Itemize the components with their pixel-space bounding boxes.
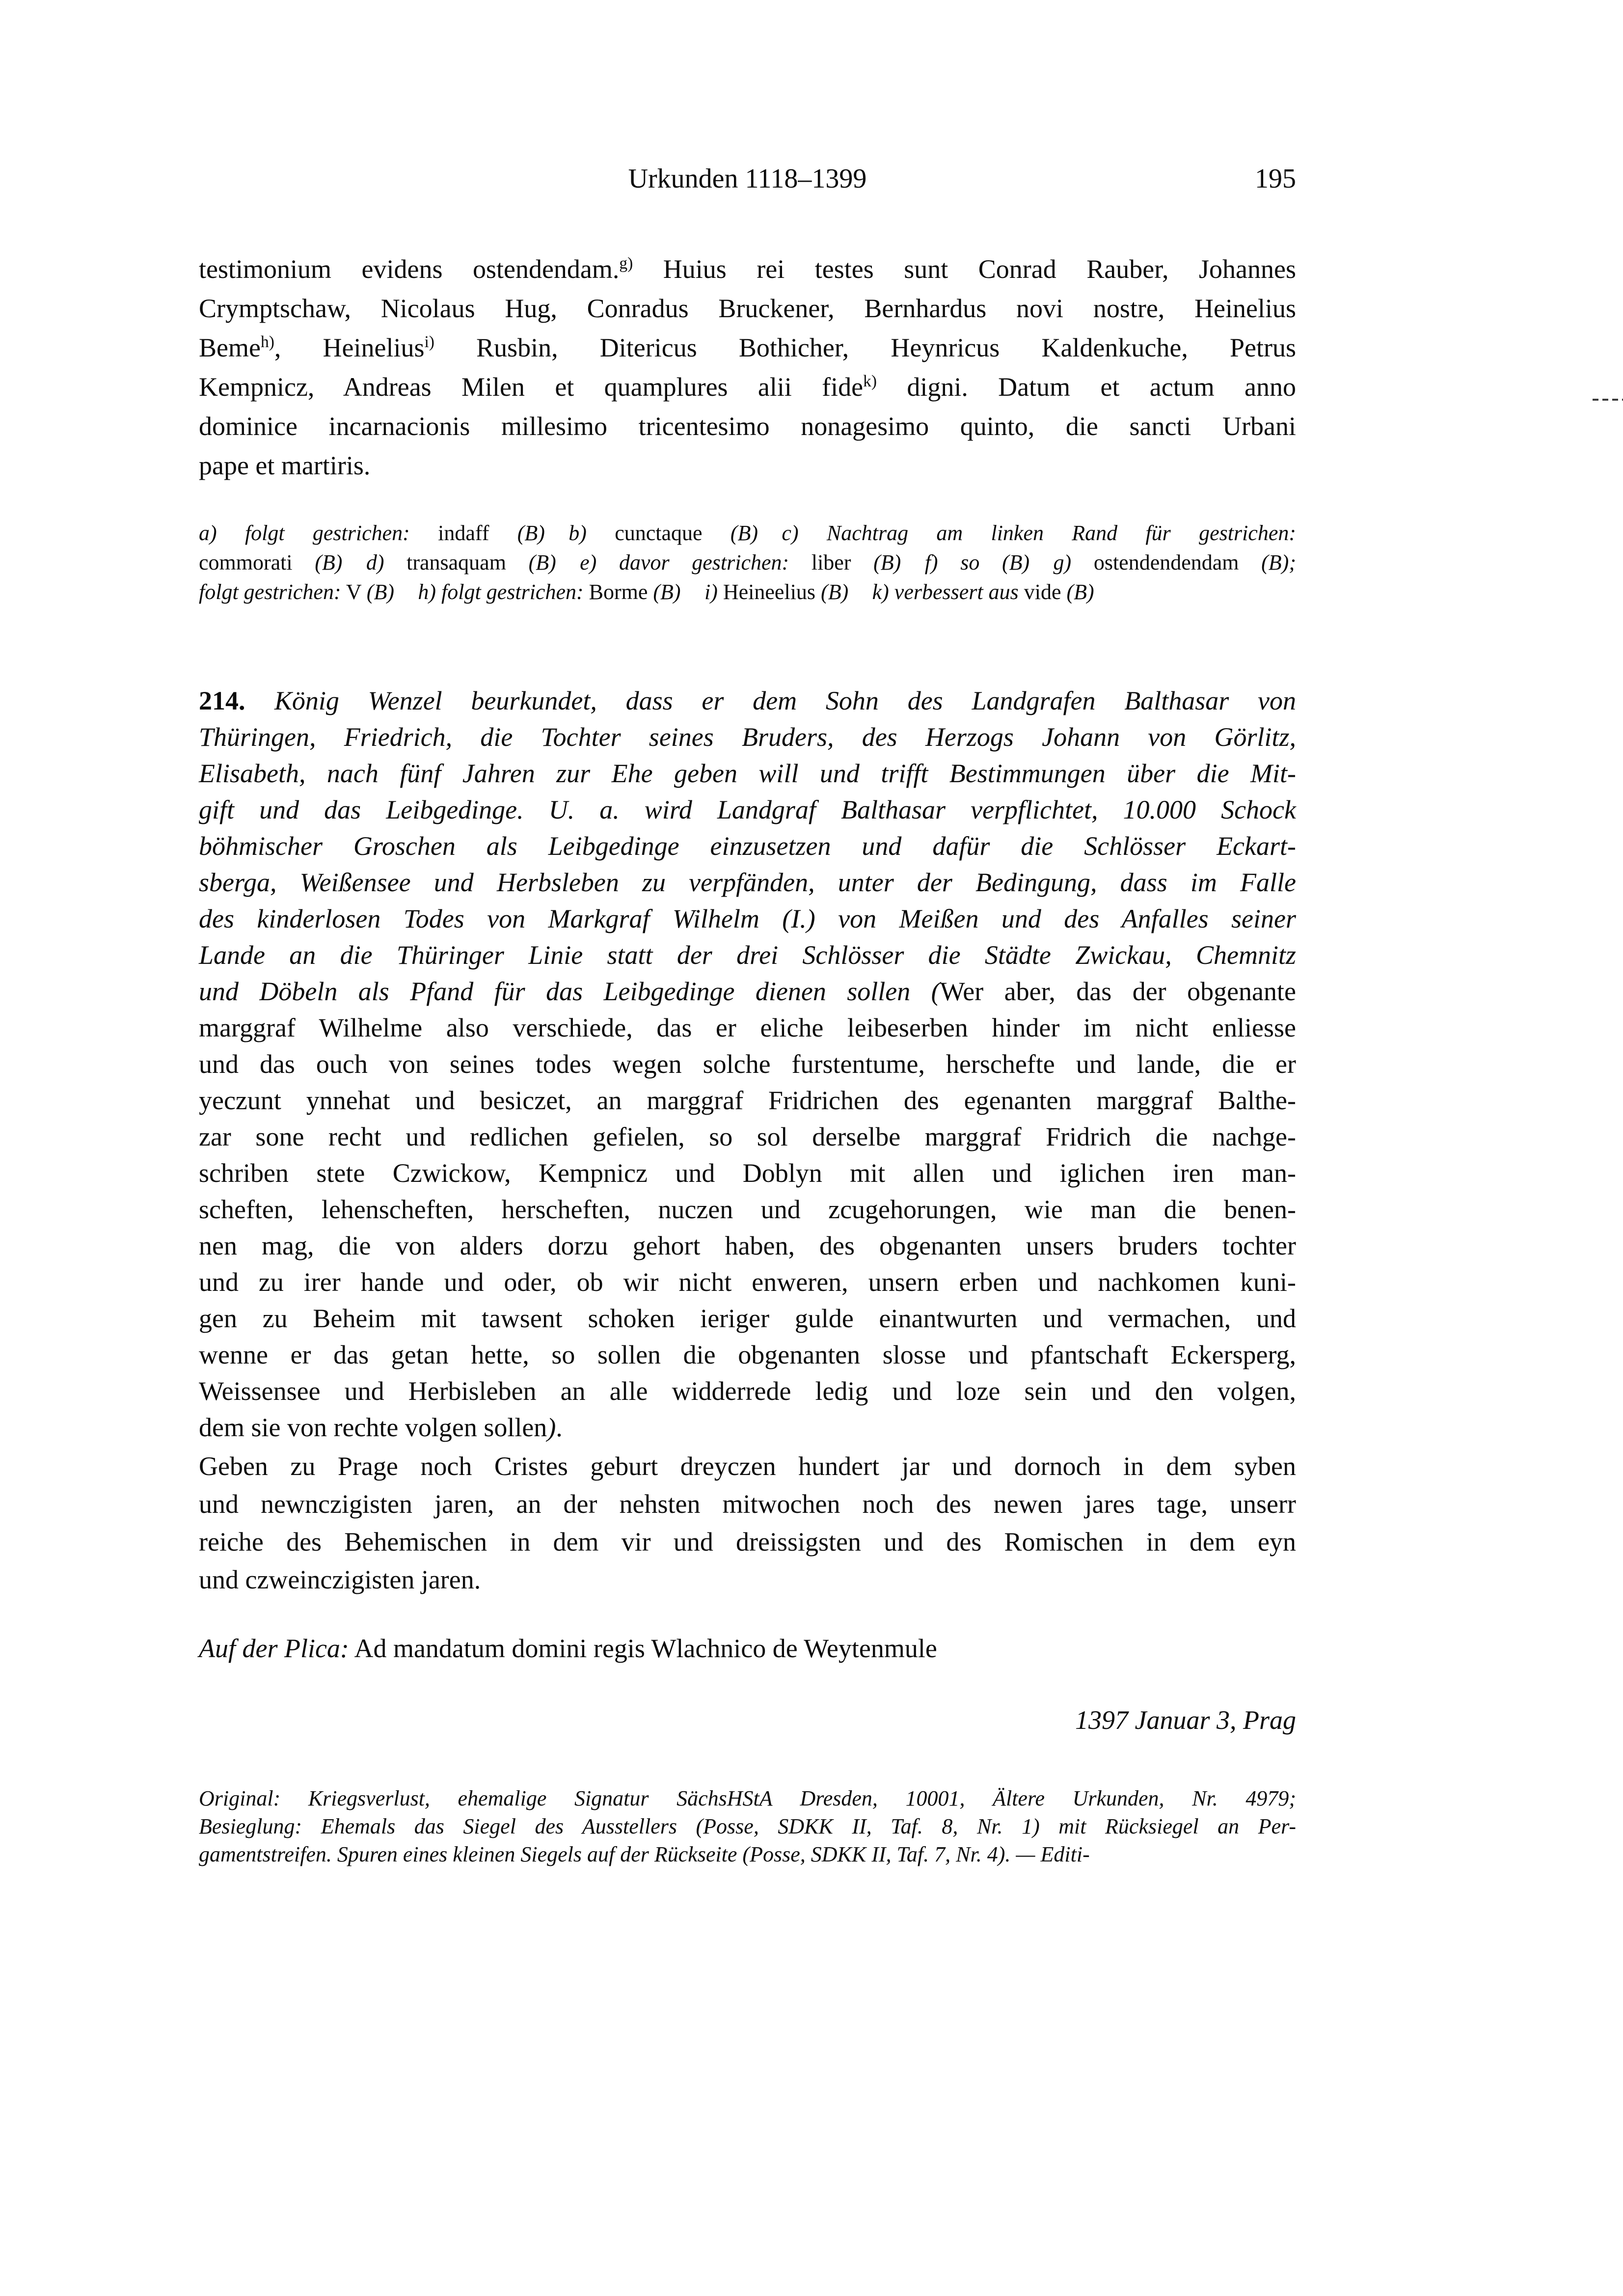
text-line: dominice incarnacionis millesimo tricentesimo nonagesimo quinto, die sancti Urbani <box>199 411 1296 441</box>
text-line: Kempnicz, Andreas Milen et quamplures alii fide$^{k)}$ digni. Datum et actum anno <box>199 372 1297 402</box>
text-line: Crymptschaw, Nicolaus Hug, Conradus Bruckener, Bernhardus novi nostre, Heinelius <box>199 294 1296 323</box>
text-line: und Döbeln als Pfand für das Leibgedinge dienen sollen (Wer aber, das der obgenante <box>199 977 1296 1006</box>
text-line: schriben stete Czwickow, Kempnicz und Doblyn mit allen und iglichen iren man- <box>199 1158 1296 1188</box>
entry-214-datum-paragraph <box>199 1448 1296 1599</box>
date-place: 1397 Januar 3, Prag <box>1075 1705 1296 1735</box>
text-line: scheften, lehenscheften, herscheften, nuczen und zcugehorungen, wie man die benen- <box>199 1195 1296 1224</box>
entry-214-summary-and-quote <box>199 683 1296 1446</box>
text-line: Besieglung: Ehemals das Siegel des Ausstellers (Posse, SDKK II, Taf. 8, Nr. 1) mit Rücksiegel an Per- <box>199 1814 1296 1838</box>
charter-continuation-text <box>199 249 1296 485</box>
text-line: marggraf Wilhelme also verschiede, das er eliche leibeserben hinder im nicht enliesse <box>199 1013 1296 1042</box>
text-line: commorati (B) d) transaquam (B) e) davor gestrichen: liber (B) f) so (B) g) ostendendendam (B); <box>199 550 1296 574</box>
text-line: Lande an die Thüringer Linie statt der drei Schlösser die Städte Zwickau, Chemnitz <box>199 940 1296 970</box>
text-line: zar sone recht und redlichen gefielen, so sol derselbe marggraf Fridrich die nachge- <box>199 1122 1296 1151</box>
text-line: Original: Kriegsverlust, ehemalige Signatur SächsHStA Dresden, 10001, Ältere Urkunden, Nr. 4979; <box>199 1786 1296 1810</box>
text-line: Geben zu Prage noch Cristes geburt dreyczen hundert jar und dornoch in dem syben <box>199 1451 1296 1481</box>
critical-apparatus <box>199 519 1296 607</box>
text-line: folgt gestrichen: V (B) h) folgt gestrichen: Borme (B) i) Heineelius (B) k) verbessert aus vide (B) <box>199 580 1094 604</box>
text-line: des kinderlosen Todes von Markgraf Wilhelm (I.) von Meißen und des Anfalles seiner <box>199 904 1296 933</box>
text-line: sberga, Weißensee und Herbsleben zu verpfänden, unter der Bedingung, dass im Falle <box>199 868 1296 897</box>
text-line: Auf der Plica: Ad mandatum domini regis Wlachnico de Weytenmule <box>199 1634 937 1663</box>
text-line: pape et martiris. <box>199 451 371 480</box>
text-line: böhmischer Groschen als Leibgedinge einzusetzen und dafür die Schlösser Eckart- <box>199 831 1296 861</box>
text-line: gift und das Leibgedinge. U. a. wird Landgraf Balthasar verpflichtet, 10.000 Schock <box>199 795 1296 824</box>
text-line: wenne er das getan hette, so sollen die obgenanten slosse und pfantschaft Eckersperg, <box>199 1340 1296 1369</box>
text-line: gamentstreifen. Spuren eines kleinen Siegels auf der Rückseite (Posse, SDKK II, Taf. 7, Nr. 4). — Editi- <box>199 1842 1090 1866</box>
text-line: nen mag, die von alders dorzu gehort haben, des obgenanten unsers bruders tochter <box>199 1231 1296 1260</box>
text-line: Weissensee und Herbisleben an alle widderrede ledig und loze sein und den volgen, <box>199 1376 1296 1406</box>
text-line: Beme$^{h)}$, Heinelius$^{i)}$ Rusbin, Ditericus Bothicher, Heynricus Kaldenkuche, Petrus <box>199 333 1296 362</box>
text-line: und das ouch von seines todes wegen solche furstentume, herschefte und lande, die er <box>199 1049 1296 1079</box>
text-line: reiche des Behemischen in dem vir und dreissigsten und des Romischen in dem eyn <box>199 1527 1296 1557</box>
text-line: und czweinczigisten jaren. <box>199 1565 481 1594</box>
text-line: und zu irer hande und oder, ob wir nicht enweren, unsern erben und nachkomen kuni- <box>199 1267 1296 1297</box>
text-line: a) folgt gestrichen: indaff (B) b) cunctaque (B) c) Nachtrag am linken Rand für gestrichen: <box>199 521 1296 545</box>
provenance-notes <box>199 1784 1296 1868</box>
plica-note <box>199 1630 1296 1667</box>
running-head: Urkunden 1118–1399 <box>628 164 867 194</box>
page-number: 195 <box>1255 164 1296 194</box>
scan-artifact-dash <box>1593 399 1623 401</box>
text-line: testimonium evidens ostendendam.$^{g)}$ Huius rei testes sunt Conrad Rauber, Johannes <box>199 254 1296 284</box>
text-line: Elisabeth, nach fünf Jahren zur Ehe geben will und trifft Bestimmungen über die Mit- <box>199 759 1296 788</box>
text-line: gen zu Beheim mit tawsent schoken ieriger gulde einantwurten und vermachen, und <box>199 1304 1296 1333</box>
text-line: yeczunt ynnehat und besiczet, an marggraf Fridrichen des egenanten marggraf Balthe- <box>199 1086 1296 1115</box>
text-line: und newnczigisten jaren, an der nehsten mitwochen noch des newen jares tage, unserr <box>199 1489 1296 1519</box>
text-line: dem sie von rechte volgen sollen). <box>199 1413 563 1442</box>
text-line: 214. König Wenzel beurkundet, dass er dem Sohn des Landgrafen Balthasar von <box>199 686 1296 715</box>
text-line: Thüringen, Friedrich, die Tochter seines Bruders, des Herzogs Johann von Görlitz, <box>199 722 1296 752</box>
